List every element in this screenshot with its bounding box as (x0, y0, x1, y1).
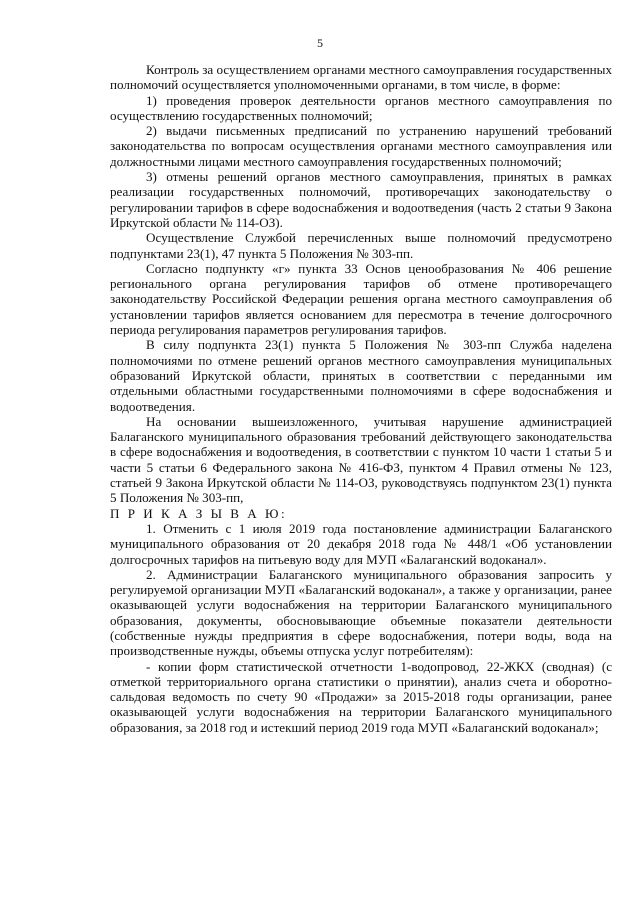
order-item-1: 1. Отменить с 1 июля 2019 года постановление администрации Балаганского муниципального образования от 20 декабря 2018 года № 448/1 «Об установлении долгосрочных тарифов на питьевую воду для МУП «Балаганский водоканал». (110, 520, 612, 567)
paragraph-control-intro: Контроль за осуществлением органами местного самоуправления государственных полномочий осуществляется уполномоченными органами, в том числе, в форме: (110, 62, 612, 93)
paragraph-control-item-2: 2) выдачи письменных предписаний по устранению нарушений требований законодательства по вопросам осуществления органами местного самоуправления или должностными лицами местного самоуправления государственных полномочий; (110, 123, 612, 169)
page-number: 5 (317, 36, 323, 50)
paragraph-service-authority: В силу подпункта 23(1) пункта 5 Положения № 303-пп Служба наделена полномочиями по отмене решений органов местного самоуправления муниципальных образований Иркутской области, принятых в соответствии с переданными им отдельными областными государственными полномочиями в сфере водоснабжения и водоотведения. (110, 337, 612, 414)
document-body (110, 62, 612, 735)
paragraph-control-item-1: 1) проведения проверок деятельности органов местного самоуправления по осуществлению государственных полномочий; (110, 92, 612, 123)
paragraph-legal-grounds: На основании вышеизложенного, учитывая нарушение администрацией Балаганского муниципального образования требований действующего законодательства в сфере водоснабжения и водоотведения, в соответствии с пунктом 10 части 1 статьи 5 и части 5 статьи 6 Федерального закона № 416-ФЗ, пунктом 4 Правил отмены № 123, статьей 9 Закона Иркутской области № 114-ОЗ, руководствуясь подпунктом 23(1) пункта 5 Положения № 303-пп, (110, 413, 612, 506)
paragraph-pricing-basis: Согласно подпункту «г» пункта 33 Основ ценообразования № 406 решение регионального органа регулирования тарифов об отмене противоречащего законодательству Российской Федерации решения органа местного самоуправления об установлении тарифов является основанием для пересмотра в течение долгосрочного периода регулирования параметров регулирования тарифов. (110, 260, 612, 338)
paragraph-control-item-3: 3) отмены решений органов местного самоуправления, принятых в рамках реализации государственных полномочий, противоречащих законодательству о регулировании тарифов в сфере водоснабжения и водоотведения (часть 2 статьи 9 Закона Иркутской области № 114-ОЗ). (110, 169, 612, 230)
order-item-2: 2. Администрации Балаганского муниципального образования запросить у регулируемой организации МУП «Балаганский водоканал», а также у организации, ранее оказывающей услуги водоснабжения на территории Балаганского муниципального образования, документы, обосновывающие объемные показатели деятельности (собственные нужды предприятия в сфере водоснабжения, потери воды, вода на производственные нужды, объемы отпуска услуг потребителям): (110, 566, 612, 659)
order-heading: П Р И К А З Ы В А Ю: (110, 505, 288, 521)
order-item-2-list-item: - копии форм статистической отчетности 1-водопровод, 22-ЖКХ (сводная) (с отметкой территориального органа статистики о принятии), анализ счета и оборотно-сальдовая ведомость по счету 90 «Продажи» за 2015-2018 годы организации, ранее оказывающей услуги водоснабжения на территории Балаганского муниципального образования, за 2018 год и истекший период 2019 года МУП «Балаганский водоканал»; (110, 658, 612, 735)
paragraph-service-powers: Осуществление Службой перечисленных выше полномочий предусмотрено подпунктами 23(1), 47 пункта 5 Положения № 303-пп. (110, 230, 612, 261)
